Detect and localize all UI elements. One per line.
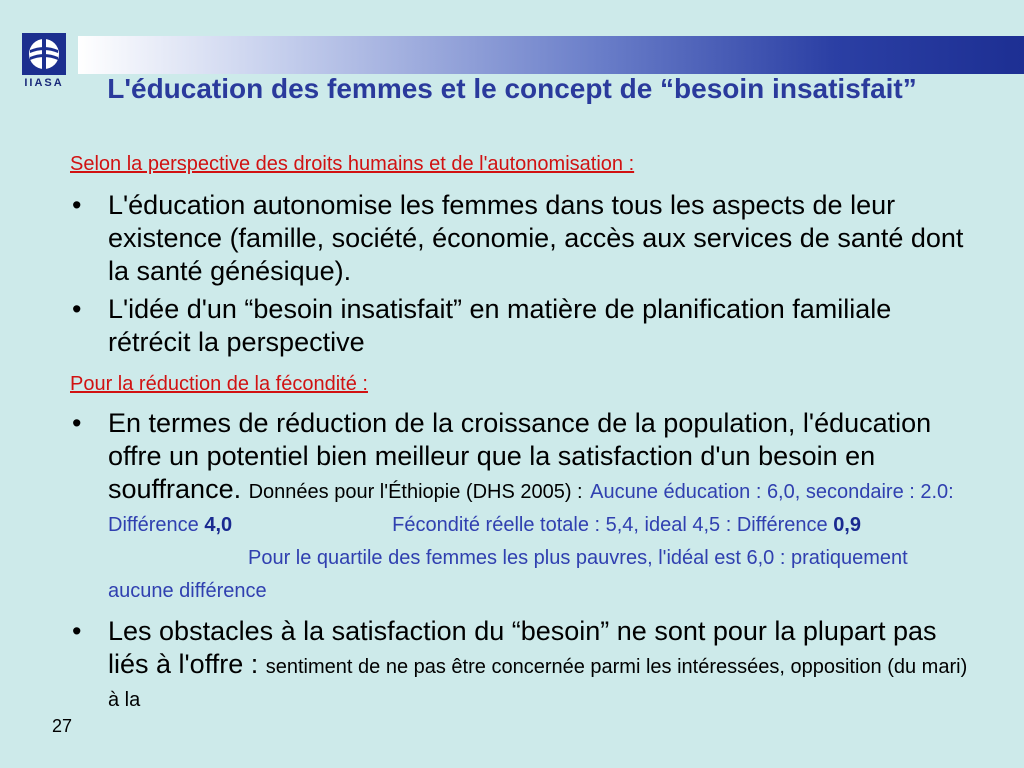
data-fertility-text: Fécondité réelle totale : 5,4, ideal 4,5 : Différence [392, 514, 828, 536]
header-gradient-bar [78, 36, 1024, 74]
bullet-detail-text: sentiment de ne pas être concernée parmi les intéressées, opposition (du mari) à la [108, 656, 968, 711]
section1-heading: Selon la perspective des droits humains et de l'autonomisation : [70, 153, 635, 175]
bullet-main-text: En termes de réduction de la croissance de la population, l'éducation offre un potentiel bien meilleur que la satisfaction d'un besoin en souffrance. [108, 408, 932, 504]
bullet-item: • L'idée d'un “besoin insatisfait” en matière de planification familiale rétrécit la perspective [70, 293, 970, 359]
section2-bullet-list [70, 407, 970, 714]
section1-bullet-list [70, 189, 970, 359]
data-intro: Données pour l'Éthiopie (DHS 2005) : [248, 481, 583, 503]
slide-title: L'éducation des femmes et le concept de “besoin insatisfait” [107, 73, 917, 104]
bullet-item [70, 407, 970, 605]
bullet-main-text: Les obstacles à la satisfaction du “besoin” ne sont pour la plupart pas liés à l'offre : [108, 616, 937, 679]
slide-number: 27 [52, 716, 73, 736]
data-education-value: 4,0 [204, 514, 233, 536]
logo-text: IIASA [24, 77, 64, 89]
bullet-item [70, 615, 970, 714]
data-fertility-value: 0,9 [833, 514, 861, 536]
bullet-item: • L'éducation autonomise les femmes dans tous les aspects de leur existence (famille, société, économie, accès aux services de santé dont la santé génésique). [70, 189, 970, 288]
data-education-text: Aucune éducation : 6,0, secondaire : 2.0: Différence [108, 481, 954, 536]
data-poorest-text: Pour le quartile des femmes les plus pauvres, l'idéal est 6,0 : pratiquement aucune différence [108, 547, 908, 602]
section2-heading: Pour la réduction de la fécondité : [70, 373, 368, 395]
slide-content [70, 151, 970, 714]
